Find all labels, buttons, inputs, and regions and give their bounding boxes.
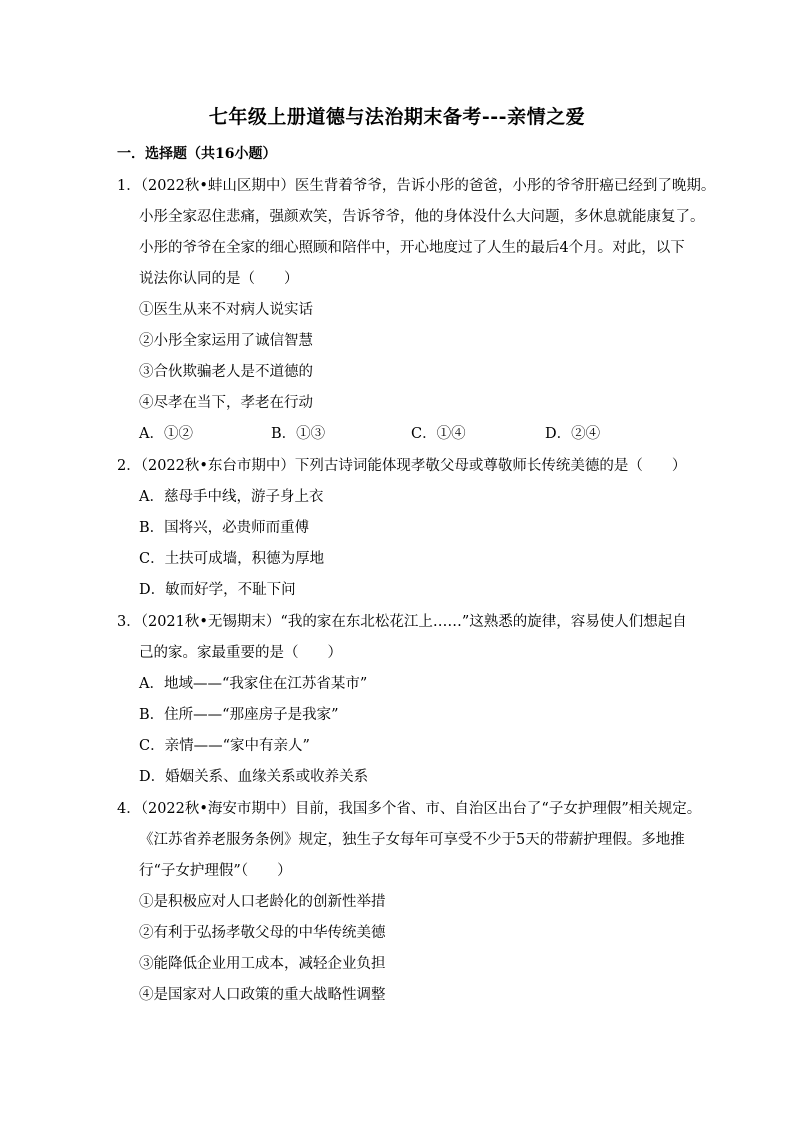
question-4-line-2: 《江苏省养老服务条例》规定，独生子女每年可享受不少于5天的带薪护理假。多地推 xyxy=(139,832,685,848)
question-3-option-a: A．地域——“我家住在江苏省某市” xyxy=(139,676,368,692)
section-heading: 一．选择题（共16小题） xyxy=(117,146,277,162)
question-1-line-3: 小彤的爷爷在全家的细心照顾和陪伴中，开心地度过了人生的最后4个月。对此，以下 xyxy=(139,240,685,256)
question-1-line-1: 1．（2022秋•蚌山区期中）医生背着爷爷，告诉小彤的爸爸，小彤的爷爷肝癌已经到了晚期。 xyxy=(117,178,716,194)
question-1-statement-3: ③合伙欺骗老人是不道德的 xyxy=(139,364,313,380)
question-3-line-2: 己的家。家最重要的是（ ） xyxy=(139,645,342,661)
question-1-line-2: 小彤全家忍住悲痛，强颜欢笑，告诉爷爷，他的身体没什么大问题，多休息就能康复了。 xyxy=(139,209,705,225)
question-2-option-a: A．慈母手中线，游子身上衣 xyxy=(139,489,324,505)
question-3-option-b: B．住所——“那座房子是我家” xyxy=(139,707,339,723)
question-4-statement-4: ④是国家对人口政策的重大战略性调整 xyxy=(139,987,386,1003)
page-title: 七年级上册道德与法治期末备考---亲情之爱 xyxy=(208,106,586,128)
question-4-line-1: 4．（2022秋•海安市期中）目前，我国多个省、市、自治区出台了“子女护理假”相关规定。 xyxy=(117,801,702,817)
question-3-line-1: 3．（2021秋•无锡期末）“我的家在东北松花江上……”这熟悉的旋律，容易使人们想起自 xyxy=(117,614,687,630)
question-4-statement-1: ①是积极应对人口老龄化的创新性举措 xyxy=(139,894,386,910)
question-4-statement-2: ②有利于弘扬孝敬父母的中华传统美德 xyxy=(139,925,386,941)
question-1-option-a: A．①② xyxy=(139,426,193,442)
question-1-option-c: C．①④ xyxy=(411,426,466,442)
question-4-line-3: 行“子女护理假”（ ） xyxy=(139,863,292,879)
question-1-statement-4: ④尽孝在当下，孝老在行动 xyxy=(139,395,313,411)
question-1-line-4: 说法你认同的是（ ） xyxy=(139,271,299,287)
question-2-option-b: B．国将兴，必贵师而重傅 xyxy=(139,520,310,536)
question-4-statement-3: ③能降低企业用工成本，减轻企业负担 xyxy=(139,956,386,972)
question-1-statement-2: ②小彤全家运用了诚信智慧 xyxy=(139,333,313,349)
question-1-option-d: D．②④ xyxy=(545,426,601,442)
question-3-option-d: D．婚姻关系、血缘关系或收养关系 xyxy=(139,769,369,785)
question-1-statement-1: ①医生从来不对病人说实话 xyxy=(139,302,313,318)
question-1-option-b: B．①③ xyxy=(271,426,326,442)
question-2-option-d: D．敏而好学，不耻下问 xyxy=(139,582,296,598)
question-2-line-1: 2．（2022秋•东台市期中）下列古诗词能体现孝敬父母或尊敬师长传统美德的是（ ） xyxy=(117,458,687,474)
question-3-option-c: C．亲情——“家中有亲人” xyxy=(139,738,310,754)
question-2-option-c: C．土扶可成墙，积德为厚地 xyxy=(139,551,325,567)
